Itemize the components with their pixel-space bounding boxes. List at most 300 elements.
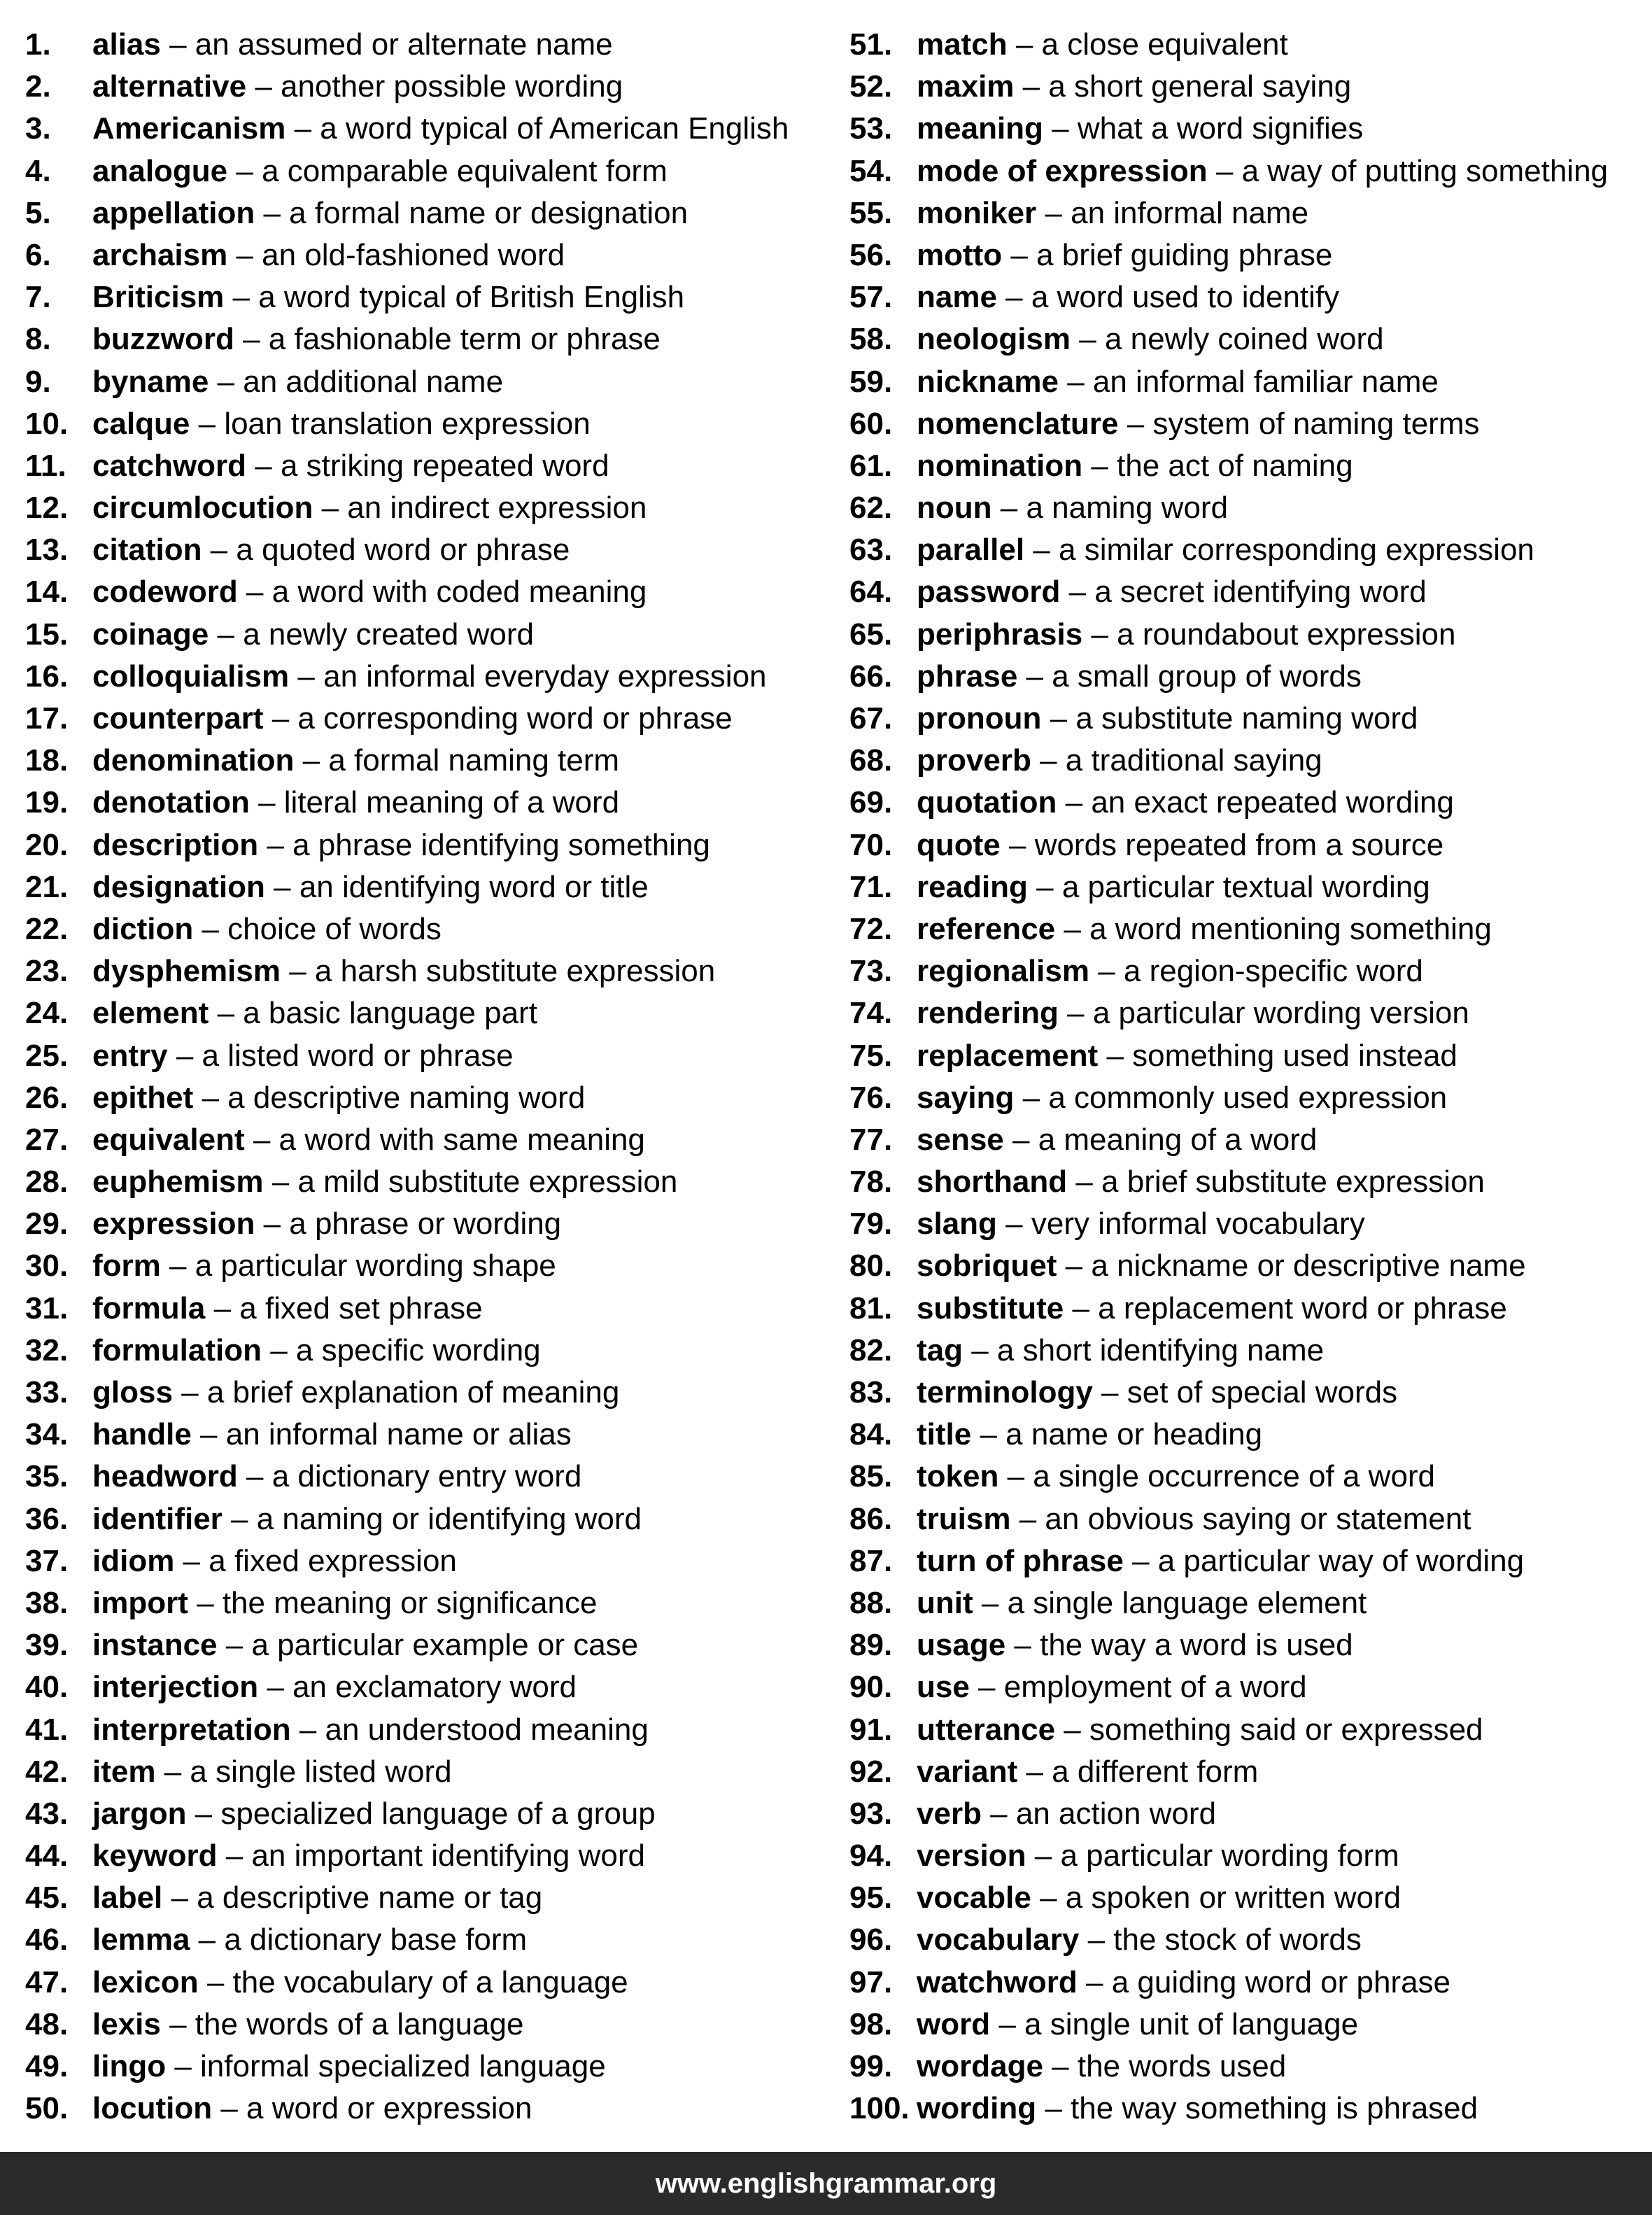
item-text xyxy=(92,1203,561,1245)
item-term: tag xyxy=(917,1332,963,1367)
item-number: 4. xyxy=(25,153,51,188)
item-number: 87. xyxy=(849,1543,893,1578)
item-separator: – xyxy=(963,1332,997,1367)
list-item xyxy=(25,1456,789,1498)
item-separator: – xyxy=(1043,111,1078,146)
item-number: 16. xyxy=(25,659,69,694)
item-term: vocabulary xyxy=(917,1922,1080,1957)
list-item xyxy=(849,992,1608,1034)
list-item xyxy=(25,1751,789,1793)
item-text xyxy=(92,740,619,782)
item-term: slang xyxy=(917,1207,997,1242)
item-number: 41. xyxy=(25,1712,69,1747)
list-item xyxy=(849,824,1608,866)
item-separator: – xyxy=(1057,785,1092,820)
item-number: 79. xyxy=(849,1207,893,1242)
item-number: 35. xyxy=(25,1459,69,1494)
item-separator: – xyxy=(1017,1754,1052,1789)
list-item xyxy=(849,403,1608,445)
item-definition: an understood meaning xyxy=(325,1712,649,1747)
item-number: 11. xyxy=(25,448,66,483)
item-definition: a word with same meaning xyxy=(278,1122,645,1157)
item-term: identifier xyxy=(92,1501,223,1536)
item-separator: – xyxy=(193,1080,228,1115)
item-definition: a single listed word xyxy=(190,1754,452,1789)
item-term: label xyxy=(92,1880,163,1915)
item-number: 62. xyxy=(849,491,893,526)
list-item xyxy=(25,1119,789,1161)
list-item xyxy=(849,318,1608,360)
item-number: 97. xyxy=(849,1964,893,1999)
item-separator: – xyxy=(1057,1249,1092,1284)
list-item xyxy=(25,1288,789,1330)
item-definition: the way a word is used xyxy=(1040,1628,1353,1663)
list-item xyxy=(25,445,789,487)
item-number: 75. xyxy=(849,1038,893,1073)
item-separator: – xyxy=(998,1459,1033,1494)
item-text xyxy=(917,1077,1447,1119)
item-text xyxy=(917,1835,1399,1877)
item-term: usage xyxy=(917,1628,1006,1663)
list-item xyxy=(849,1540,1608,1582)
item-separator: – xyxy=(217,1838,252,1873)
item-text xyxy=(92,529,570,571)
item-term: regionalism xyxy=(917,954,1089,989)
item-definition: a naming word xyxy=(1026,491,1229,526)
list-item xyxy=(25,1877,789,1919)
item-definition: a short general saying xyxy=(1048,69,1352,104)
item-term: quote xyxy=(917,827,1001,862)
item-term: formula xyxy=(92,1291,206,1326)
item-text xyxy=(92,571,647,613)
item-number: 60. xyxy=(849,406,893,441)
item-text xyxy=(92,108,789,150)
item-separator: – xyxy=(202,533,236,568)
item-separator: – xyxy=(160,1249,195,1284)
list-item xyxy=(849,529,1608,571)
item-text xyxy=(917,150,1608,192)
item-number: 34. xyxy=(25,1417,69,1452)
list-item xyxy=(849,1498,1608,1540)
item-definition: an exact repeated wording xyxy=(1091,785,1454,820)
item-separator: – xyxy=(1026,1838,1061,1873)
item-term: buzzword xyxy=(92,322,234,357)
item-term: rendering xyxy=(917,996,1059,1031)
item-term: turn of phrase xyxy=(917,1543,1124,1578)
item-text xyxy=(92,276,684,318)
item-definition: the way something is phrased xyxy=(1071,2091,1478,2126)
item-term: motto xyxy=(917,237,1003,272)
list-item xyxy=(849,1245,1608,1287)
list-item xyxy=(849,1203,1608,1245)
item-text xyxy=(92,1709,649,1751)
list-item xyxy=(849,1288,1608,1330)
list-item xyxy=(849,2046,1608,2088)
item-separator: – xyxy=(1077,1964,1112,1999)
item-separator: – xyxy=(1055,1712,1089,1747)
item-text xyxy=(92,318,661,360)
item-term: title xyxy=(917,1417,972,1452)
list-item xyxy=(25,698,789,740)
item-text xyxy=(92,150,668,192)
item-text xyxy=(92,1835,645,1877)
item-separator: – xyxy=(1036,195,1071,230)
item-text xyxy=(917,2004,1358,2046)
item-separator: – xyxy=(224,280,259,315)
item-term: maxim xyxy=(917,69,1015,104)
item-number: 64. xyxy=(849,575,893,610)
item-number: 52. xyxy=(849,69,893,104)
item-text xyxy=(917,1540,1524,1582)
item-number: 6. xyxy=(25,237,51,272)
item-text xyxy=(917,571,1427,613)
list-item xyxy=(25,2088,789,2130)
item-term: import xyxy=(92,1585,188,1620)
item-separator: – xyxy=(255,1207,290,1242)
item-definition: system of naming terms xyxy=(1152,406,1480,441)
item-separator: – xyxy=(1055,911,1090,946)
list-item xyxy=(25,571,789,613)
item-term: lexis xyxy=(92,2006,161,2041)
item-term: diction xyxy=(92,911,194,946)
item-text xyxy=(92,992,537,1034)
item-term: archaism xyxy=(92,237,228,272)
item-term: headword xyxy=(92,1459,238,1494)
item-text xyxy=(917,403,1479,445)
item-number: 94. xyxy=(849,1838,893,1873)
item-definition: literal meaning of a word xyxy=(283,785,620,820)
list-item xyxy=(849,1414,1608,1456)
item-number: 39. xyxy=(25,1628,69,1663)
item-term: reference xyxy=(917,911,1056,946)
item-definition: a phrase identifying something xyxy=(292,827,710,862)
item-definition: a listed word or phrase xyxy=(202,1038,514,1073)
list-item xyxy=(849,1835,1608,1877)
item-term: dysphemism xyxy=(92,954,281,989)
item-separator: – xyxy=(1067,1165,1102,1200)
item-text xyxy=(917,1456,1435,1498)
item-term: version xyxy=(917,1838,1026,1873)
item-separator: – xyxy=(1082,617,1117,652)
item-definition: a word typical of British English xyxy=(258,280,685,315)
item-text xyxy=(917,950,1423,992)
item-number: 58. xyxy=(849,322,893,357)
item-term: designation xyxy=(92,869,265,904)
item-number: 51. xyxy=(849,27,893,62)
list-item xyxy=(25,487,789,529)
item-number: 27. xyxy=(25,1122,69,1157)
item-term: periphrasis xyxy=(917,617,1083,652)
list-item xyxy=(849,276,1608,318)
list-item xyxy=(849,1919,1608,1961)
item-definition: an indirect expression xyxy=(347,491,647,526)
item-definition: an identifying word or title xyxy=(299,869,649,904)
item-separator: – xyxy=(167,1038,202,1073)
item-separator: – xyxy=(969,1670,1004,1705)
item-definition: a particular wording shape xyxy=(195,1249,556,1284)
item-separator: – xyxy=(294,743,329,778)
item-definition: an informal everyday expression xyxy=(323,659,767,694)
item-definition: an obvious saying or statement xyxy=(1045,1501,1471,1536)
item-number: 36. xyxy=(25,1501,69,1536)
item-number: 84. xyxy=(849,1417,893,1452)
item-text xyxy=(917,234,1332,276)
item-number: 3. xyxy=(25,111,51,146)
list-item xyxy=(849,908,1608,950)
item-term: use xyxy=(917,1670,970,1705)
item-number: 47. xyxy=(25,1964,69,1999)
item-text xyxy=(92,1245,556,1287)
item-text xyxy=(92,950,715,992)
item-definition: a formal naming term xyxy=(328,743,620,778)
item-term: noun xyxy=(917,491,992,526)
item-text xyxy=(917,908,1492,950)
item-definition: a basic language part xyxy=(243,996,537,1031)
item-definition: a descriptive naming word xyxy=(227,1080,586,1115)
item-separator: – xyxy=(255,195,290,230)
item-definition: a comparable equivalent form xyxy=(262,153,668,188)
item-term: nickname xyxy=(917,364,1059,399)
list-item xyxy=(849,2088,1608,2130)
item-number: 38. xyxy=(25,1585,69,1620)
item-definition: something said or expressed xyxy=(1089,1712,1483,1747)
item-definition: a descriptive name or tag xyxy=(197,1880,543,1915)
item-separator: – xyxy=(193,911,228,946)
word-list-right-column xyxy=(849,24,1608,2130)
item-separator: – xyxy=(285,111,320,146)
item-text xyxy=(917,192,1308,234)
list-item xyxy=(25,1540,789,1582)
item-text xyxy=(92,1624,638,1666)
item-definition: a single occurrence of a word xyxy=(1033,1459,1436,1494)
item-term: entry xyxy=(92,1038,168,1073)
item-term: gloss xyxy=(92,1375,173,1409)
item-definition: the words used xyxy=(1077,2049,1287,2083)
list-item xyxy=(25,361,789,403)
item-term: nomination xyxy=(917,448,1083,483)
item-number: 37. xyxy=(25,1543,69,1578)
item-definition: a replacement word or phrase xyxy=(1098,1291,1507,1326)
item-separator: – xyxy=(1058,364,1093,399)
item-separator: – xyxy=(1031,1880,1066,1915)
item-definition: a harsh substitute expression xyxy=(314,954,716,989)
item-term: pronoun xyxy=(917,701,1042,736)
item-definition: a way of putting something xyxy=(1241,153,1609,188)
item-definition: the stock of words xyxy=(1113,1922,1362,1957)
list-item xyxy=(25,656,789,698)
item-number: 80. xyxy=(849,1249,893,1284)
item-definition: a close equivalent xyxy=(1041,27,1288,62)
item-definition: a newly created word xyxy=(243,617,534,652)
item-text xyxy=(92,2088,532,2130)
item-text xyxy=(92,908,442,950)
item-term: unit xyxy=(917,1585,973,1620)
item-term: catchword xyxy=(92,448,247,483)
item-separator: – xyxy=(246,448,281,483)
item-separator: – xyxy=(244,1122,279,1157)
item-number: 9. xyxy=(25,364,51,399)
item-definition: an additional name xyxy=(243,364,504,399)
item-separator: – xyxy=(1079,1922,1114,1957)
item-definition: an action word xyxy=(1015,1796,1217,1831)
item-term: locution xyxy=(92,2091,213,2126)
item-number: 14. xyxy=(25,575,69,610)
item-definition: an important identifying word xyxy=(251,1838,645,1873)
item-separator: – xyxy=(212,2091,247,2126)
item-term: vocable xyxy=(917,1880,1031,1915)
item-definition: a particular example or case xyxy=(251,1628,639,1663)
item-separator: – xyxy=(222,1501,257,1536)
item-term: name xyxy=(917,280,997,315)
item-separator: – xyxy=(155,1754,190,1789)
footer-url[interactable]: www.englishgrammar.org xyxy=(655,2168,997,2199)
item-text xyxy=(917,1793,1216,1835)
item-definition: the vocabulary of a language xyxy=(232,1964,628,1999)
item-number: 99. xyxy=(849,2049,893,2083)
item-number: 28. xyxy=(25,1165,69,1200)
item-separator: – xyxy=(1005,1628,1040,1663)
item-text xyxy=(917,1962,1450,2004)
item-separator: – xyxy=(246,69,281,104)
item-separator: – xyxy=(174,1543,209,1578)
item-term: mode of expression xyxy=(917,153,1208,188)
item-text xyxy=(917,1372,1397,1414)
item-definition: a traditional saying xyxy=(1065,743,1322,778)
item-text xyxy=(917,1035,1457,1077)
list-item xyxy=(849,1330,1608,1372)
item-separator: – xyxy=(172,1375,207,1409)
item-term: meaning xyxy=(917,111,1043,146)
item-definition: a dictionary entry word xyxy=(271,1459,582,1494)
list-item xyxy=(25,318,789,360)
item-definition: a striking repeated word xyxy=(280,448,609,483)
item-definition: a small group of words xyxy=(1052,659,1362,694)
item-number: 43. xyxy=(25,1796,69,1831)
item-term: parallel xyxy=(917,533,1025,568)
list-item xyxy=(849,487,1608,529)
item-definition: employment of a word xyxy=(1003,1670,1307,1705)
item-term: alias xyxy=(92,27,161,62)
item-separator: – xyxy=(160,2006,195,2041)
item-text xyxy=(92,1751,452,1793)
item-text xyxy=(92,1456,581,1498)
item-separator: – xyxy=(209,996,243,1031)
item-term: analogue xyxy=(92,153,228,188)
item-definition: a brief explanation of meaning xyxy=(206,1375,620,1409)
item-separator: – xyxy=(289,659,324,694)
item-text xyxy=(917,698,1418,740)
item-text xyxy=(92,487,647,529)
item-number: 72. xyxy=(849,911,893,946)
item-separator: – xyxy=(1089,954,1124,989)
item-number: 46. xyxy=(25,1922,69,1957)
item-term: sense xyxy=(917,1122,1004,1157)
item-definition: a single unit of language xyxy=(1024,2006,1359,2041)
item-text xyxy=(917,361,1439,403)
item-number: 7. xyxy=(25,280,51,315)
item-number: 8. xyxy=(25,322,51,357)
list-item xyxy=(849,192,1608,234)
item-text xyxy=(917,1498,1471,1540)
list-item xyxy=(25,2046,789,2088)
item-separator: – xyxy=(227,237,262,272)
item-number: 44. xyxy=(25,1838,69,1873)
item-term: reading xyxy=(917,869,1028,904)
item-definition: a brief substitute expression xyxy=(1101,1165,1485,1200)
item-definition: an informal familiar name xyxy=(1092,364,1439,399)
item-text xyxy=(92,66,623,108)
item-definition: an informal name or alias xyxy=(225,1417,572,1452)
item-number: 1. xyxy=(25,27,51,62)
item-definition: a word used to identify xyxy=(1031,280,1340,315)
item-number: 82. xyxy=(849,1332,893,1367)
item-number: 93. xyxy=(849,1796,893,1831)
item-number: 13. xyxy=(25,533,69,568)
item-definition: a quoted word or phrase xyxy=(236,533,570,568)
item-definition: a spoken or written word xyxy=(1065,1880,1402,1915)
item-text xyxy=(917,2046,1286,2088)
list-item xyxy=(849,150,1608,192)
item-text xyxy=(917,24,1288,66)
item-term: form xyxy=(92,1249,161,1284)
item-text xyxy=(92,1330,541,1372)
item-definition: a short identifying name xyxy=(996,1332,1325,1367)
item-term: idiom xyxy=(92,1543,175,1578)
item-term: utterance xyxy=(917,1712,1056,1747)
item-definition: a particular textual wording xyxy=(1061,869,1430,904)
item-definition: choice of words xyxy=(227,911,442,946)
item-term: wordage xyxy=(917,2049,1043,2083)
list-item xyxy=(25,1414,789,1456)
item-text xyxy=(917,740,1322,782)
item-term: verb xyxy=(917,1796,982,1831)
list-item xyxy=(25,150,789,192)
item-definition: very informal vocabulary xyxy=(1031,1207,1365,1242)
item-number: 20. xyxy=(25,827,69,862)
list-item xyxy=(25,1035,789,1077)
item-text xyxy=(917,445,1353,487)
item-text xyxy=(92,698,733,740)
item-number: 98. xyxy=(849,2006,893,2041)
item-definition: a region-specific word xyxy=(1123,954,1423,989)
list-item xyxy=(25,2004,789,2046)
item-text xyxy=(92,1666,577,1708)
item-text xyxy=(917,1161,1485,1203)
item-term: appellation xyxy=(92,195,255,230)
item-separator: – xyxy=(1041,701,1076,736)
item-number: 90. xyxy=(849,1670,893,1705)
list-item xyxy=(25,403,789,445)
item-text xyxy=(917,1330,1324,1372)
item-text xyxy=(917,824,1443,866)
item-separator: – xyxy=(1098,1038,1133,1073)
item-separator: – xyxy=(198,1964,233,1999)
item-term: Americanism xyxy=(92,111,286,146)
list-item xyxy=(849,1709,1608,1751)
item-term: expression xyxy=(92,1207,255,1242)
item-separator: – xyxy=(996,1207,1031,1242)
list-item xyxy=(25,1709,789,1751)
list-item xyxy=(849,1582,1608,1624)
item-text xyxy=(92,1498,642,1540)
item-text xyxy=(917,66,1351,108)
list-item xyxy=(25,782,789,824)
item-number: 89. xyxy=(849,1628,893,1663)
item-number: 24. xyxy=(25,996,69,1031)
item-text xyxy=(92,1288,483,1330)
item-text xyxy=(92,192,688,234)
item-definition: a phrase or wording xyxy=(289,1207,562,1242)
